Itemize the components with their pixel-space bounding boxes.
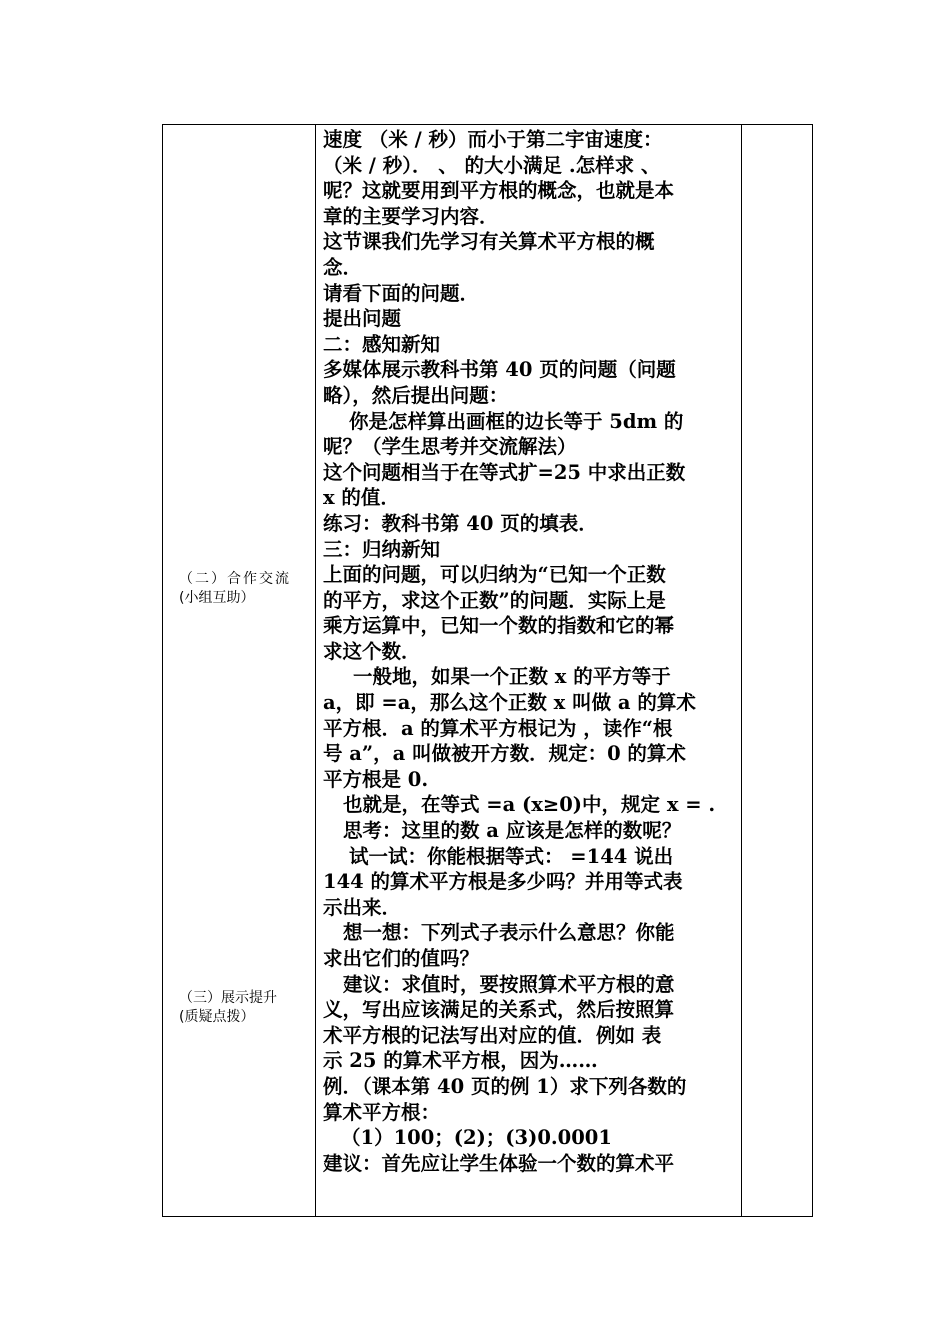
content-line: 你是怎样算出画框的边长等于 5dm 的 bbox=[349, 409, 684, 433]
content-line: x 的值． bbox=[323, 486, 400, 510]
content-line: 示出来． bbox=[323, 895, 402, 919]
content-line: 例．（课本第 40 页的例 1）求下列各数的 bbox=[323, 1074, 687, 1098]
content-line: 求这个数． bbox=[323, 639, 421, 663]
content-line: （1）100；(2)；(3)0.0001 bbox=[341, 1126, 612, 1150]
row-label-line: (质疑点拨） bbox=[179, 1009, 255, 1025]
content-line: 呢？这就要用到平方根的概念，也就是本 bbox=[323, 179, 675, 203]
content-line: 义，写出应该满足的关系式，然后按照算 bbox=[323, 998, 675, 1022]
content-line: 念． bbox=[323, 255, 363, 279]
content-line: 示 25 的算术平方根，因为…… bbox=[323, 1049, 598, 1073]
content-line: 二：感知新知 bbox=[323, 332, 441, 356]
content-line: 也就是，在等式 =a (x≥0)中，规定 x = . bbox=[343, 793, 716, 817]
row-label-line: (小组互助） bbox=[179, 590, 255, 606]
content-line: 试一试：你能根据等式： =144 说出 bbox=[349, 844, 674, 868]
content-line: 思考：这里的数 a 应该是怎样的数呢？ bbox=[343, 819, 682, 843]
content-line: 乘方运算中，已知一个数的指数和它的幂 bbox=[323, 614, 675, 638]
column-divider bbox=[315, 125, 316, 1216]
row-label-cooperation bbox=[179, 570, 309, 608]
content-line: 建议：首先应让学生体验一个数的算术平 bbox=[323, 1151, 675, 1175]
content-line: 想一想：下列式子表示什么意思？你能 bbox=[343, 921, 675, 945]
content-line: a，即 =a，那么这个正数 x 叫做 a 的算术 bbox=[323, 691, 696, 715]
content-line: 提出问题 bbox=[323, 307, 402, 331]
content-line: 速度 （米 / 秒）而小于第二宇宙速度： bbox=[323, 128, 663, 151]
content-line: 请看下面的问题． bbox=[323, 281, 480, 305]
content-line: 建议：求值时，要按照算术平方根的意 bbox=[343, 972, 675, 996]
content-line: 这个问题相当于在等式扩=25 中求出正数 bbox=[323, 460, 686, 484]
content-line: 求出它们的值吗？ bbox=[323, 947, 480, 970]
content-line: 三：归纳新知 bbox=[323, 537, 441, 561]
content-line: 上面的问题，可以归纳为“已知一个正数 bbox=[323, 563, 666, 587]
content-line: 术平方根的记法写出对应的值．例如 表 bbox=[323, 1023, 662, 1047]
content-line: 号 a”，a 叫做被开方数．规定：0 的算术 bbox=[323, 742, 686, 766]
column-divider bbox=[741, 125, 742, 1216]
content-line: 的平方，求这个正数”的问题．实际上是 bbox=[323, 588, 666, 612]
row-label-line: （二）合作交流 bbox=[179, 571, 291, 587]
row-label-line: （三）展示提升 bbox=[179, 990, 277, 1006]
content-line: 平方根．a 的算术平方根记为 ，读作“根 bbox=[323, 716, 673, 740]
row-label-presentation bbox=[179, 989, 309, 1027]
content-line: 144 的算术平方根是多少吗？并用等式表 bbox=[323, 870, 683, 894]
content-line: 章的主要学习内容． bbox=[323, 204, 499, 228]
content-line: 算术平方根： bbox=[323, 1100, 441, 1124]
content-line: 练习：教科书第 40 页的填表． bbox=[323, 511, 598, 535]
content-line: 平方根是 0. bbox=[323, 767, 429, 791]
content-line: （米 / 秒）． 、 的大小满足 .怎样求 、 bbox=[323, 153, 661, 177]
content-line: 多媒体展示教科书第 40 页的问题（问题 bbox=[323, 358, 676, 382]
content-line: 这节课我们先学习有关算术平方根的概 bbox=[323, 230, 655, 254]
content-line: 一般地，如果一个正数 x 的平方等于 bbox=[353, 665, 671, 689]
content-line: 略），然后提出问题： bbox=[323, 383, 509, 407]
lesson-table bbox=[162, 124, 813, 1217]
lesson-content bbox=[323, 127, 736, 1176]
content-line: 呢？（学生思考并交流解法） bbox=[323, 435, 577, 459]
